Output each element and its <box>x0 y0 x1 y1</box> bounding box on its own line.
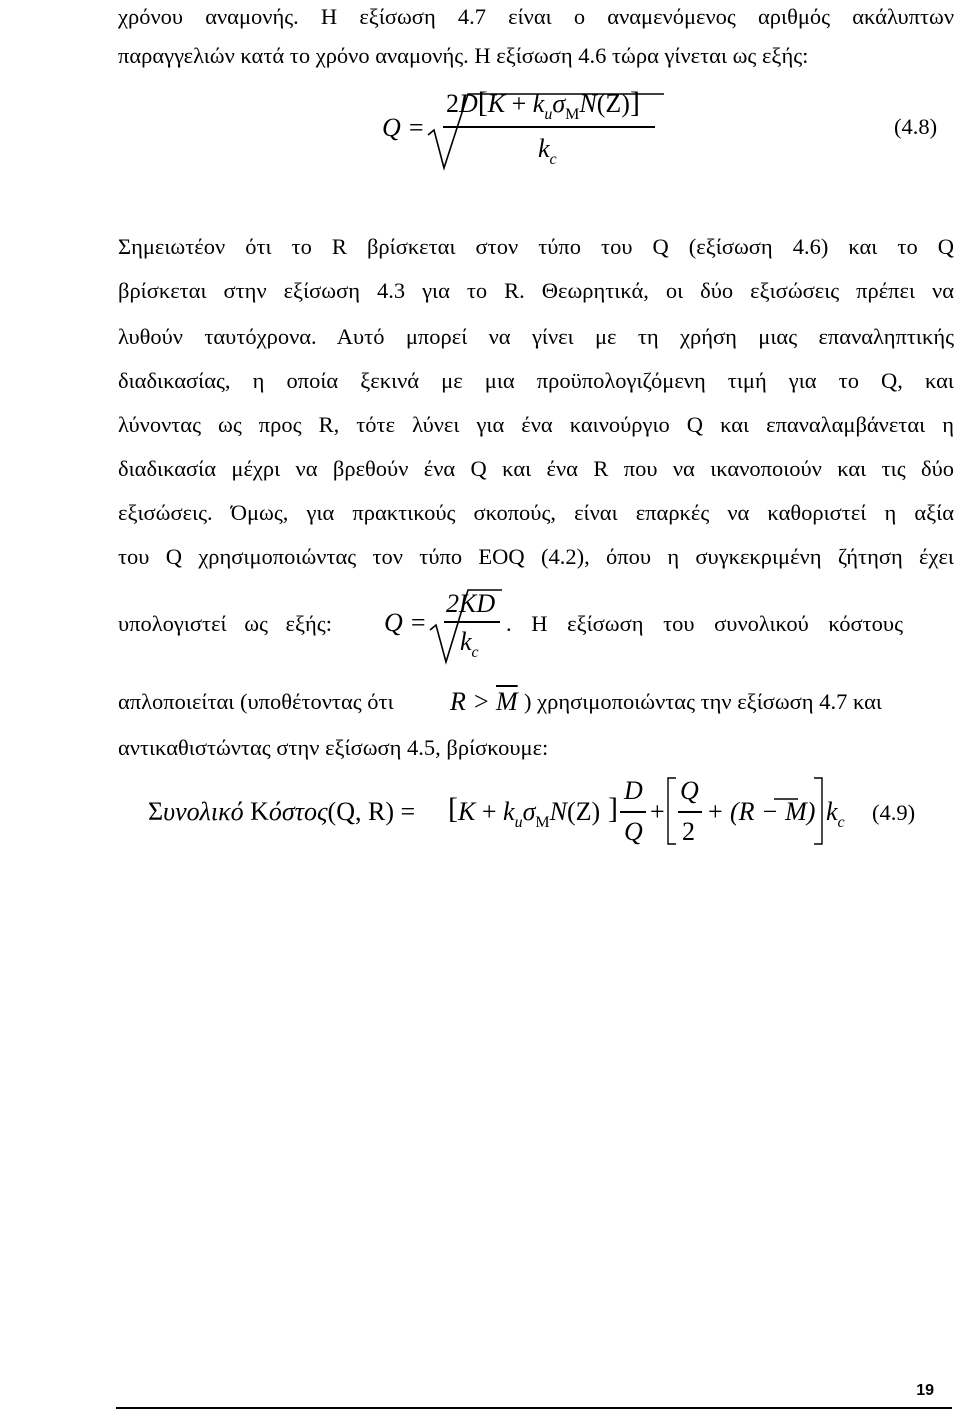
text-line: διαδικασίας, η οποία ξεκινά με μια προϋπολογιζόμενη τιμή για το Q, και <box>118 368 954 393</box>
frac1-denominator: Q <box>624 817 643 846</box>
text-line: εξισώσεις. Όμως, για πρακτικούς σκοπούς, είναι επαρκές να καθοριστεί η αξία <box>118 500 954 525</box>
equation-label: (4.9) <box>872 800 916 825</box>
text-line: βρίσκεται στην εξίσωση 4.3 για το R. Θεωρητικά, οι δύο εξισώσεις πρέπει να <box>118 278 954 303</box>
bracket-large-open <box>664 776 678 846</box>
eq-lhs: Q = <box>382 113 425 142</box>
eq-plus: + <box>708 797 723 826</box>
text-line: λυθούν ταυτόχρονα. Αυτό μπορεί να γίνει με τη χρήση μιας επαναληπτικής <box>118 324 954 349</box>
text-fragment: . Η εξίσωση του συνολικού κόστους <box>506 611 903 636</box>
text-fragment: υπολογιστεί ως εξής: <box>118 611 332 636</box>
bracket-large-close <box>812 776 826 846</box>
fraction-bar <box>444 621 500 623</box>
footer-rule <box>116 1407 952 1409</box>
text-line: λύνοντας ως προς R, τότε λύνει για ένα καινούργιο Q και επαναλαμβάνεται η <box>118 412 954 437</box>
frac1-numerator: D <box>624 776 643 805</box>
eq-numerator: $2D[K + k_u\sigma_MN(Z)]$ <box>446 86 640 123</box>
eq-denominator: $k_c$ <box>460 627 479 661</box>
eq-bracket-open: [ <box>448 792 458 825</box>
eq-numerator: 2KD <box>446 589 496 618</box>
text-line: διαδικασία μέχρι να βρεθούν ένα Q και ένα R που να ικανοποιούν και τις δύο <box>118 456 954 481</box>
fraction-bar <box>443 126 655 128</box>
text-fragment: απλοποιείται (υποθέτοντας ότι <box>118 689 394 714</box>
fraction-bar <box>620 811 646 813</box>
page-number: 19 <box>916 1382 934 1399</box>
text-line: Σημειωτέον ότι το R βρίσκεται στον τύπο του Q (εξίσωση 4.6) και το Q <box>118 234 954 259</box>
eq-m-bar: $\overline{M}$ <box>496 687 518 716</box>
eq-bracket-close: ] <box>608 792 618 825</box>
eq-bracket-content: $K + k_u\sigma_MN(Z)$ <box>458 797 601 831</box>
text-line: χρόνου αναμονής. Η εξίσωση 4.7 είναι ο αναμενόμενος αριθμός ακάλυπτων <box>118 4 954 29</box>
frac2-numerator: Q <box>680 776 699 805</box>
eq-denominator: $k_c$ <box>538 134 557 168</box>
m-overline <box>772 797 802 803</box>
equation-label: (4.8) <box>894 114 938 139</box>
eq-gt: > <box>474 687 489 716</box>
eq-lhs: Q = <box>384 608 427 637</box>
eq-plus: + <box>650 797 665 826</box>
text-line: αντικαθιστώντας στην εξίσωση 4.5, βρίσκουμε: <box>118 735 549 760</box>
fraction-bar <box>678 811 702 813</box>
eq-r: R <box>450 687 466 716</box>
text-line: του Q χρησιμοποιώντας τον τύπο EOQ (4.2), όπου η συγκεκριμένη ζήτηση έχει <box>118 544 954 569</box>
eq-lhs: Συνολικό Κόστος(Q, R) = <box>148 797 416 826</box>
eq-paren: (R − M) <box>730 797 816 826</box>
text-line: παραγγελιών κατά το χρόνο αναμονής. Η εξίσωση 4.6 τώρα γίνεται ως εξής: <box>118 43 809 68</box>
frac2-denominator: 2 <box>682 817 695 846</box>
text-fragment: ) χρησιμοποιώντας την εξίσωση 4.7 και <box>524 689 882 714</box>
eq-kc: $k_c$ <box>826 797 845 831</box>
